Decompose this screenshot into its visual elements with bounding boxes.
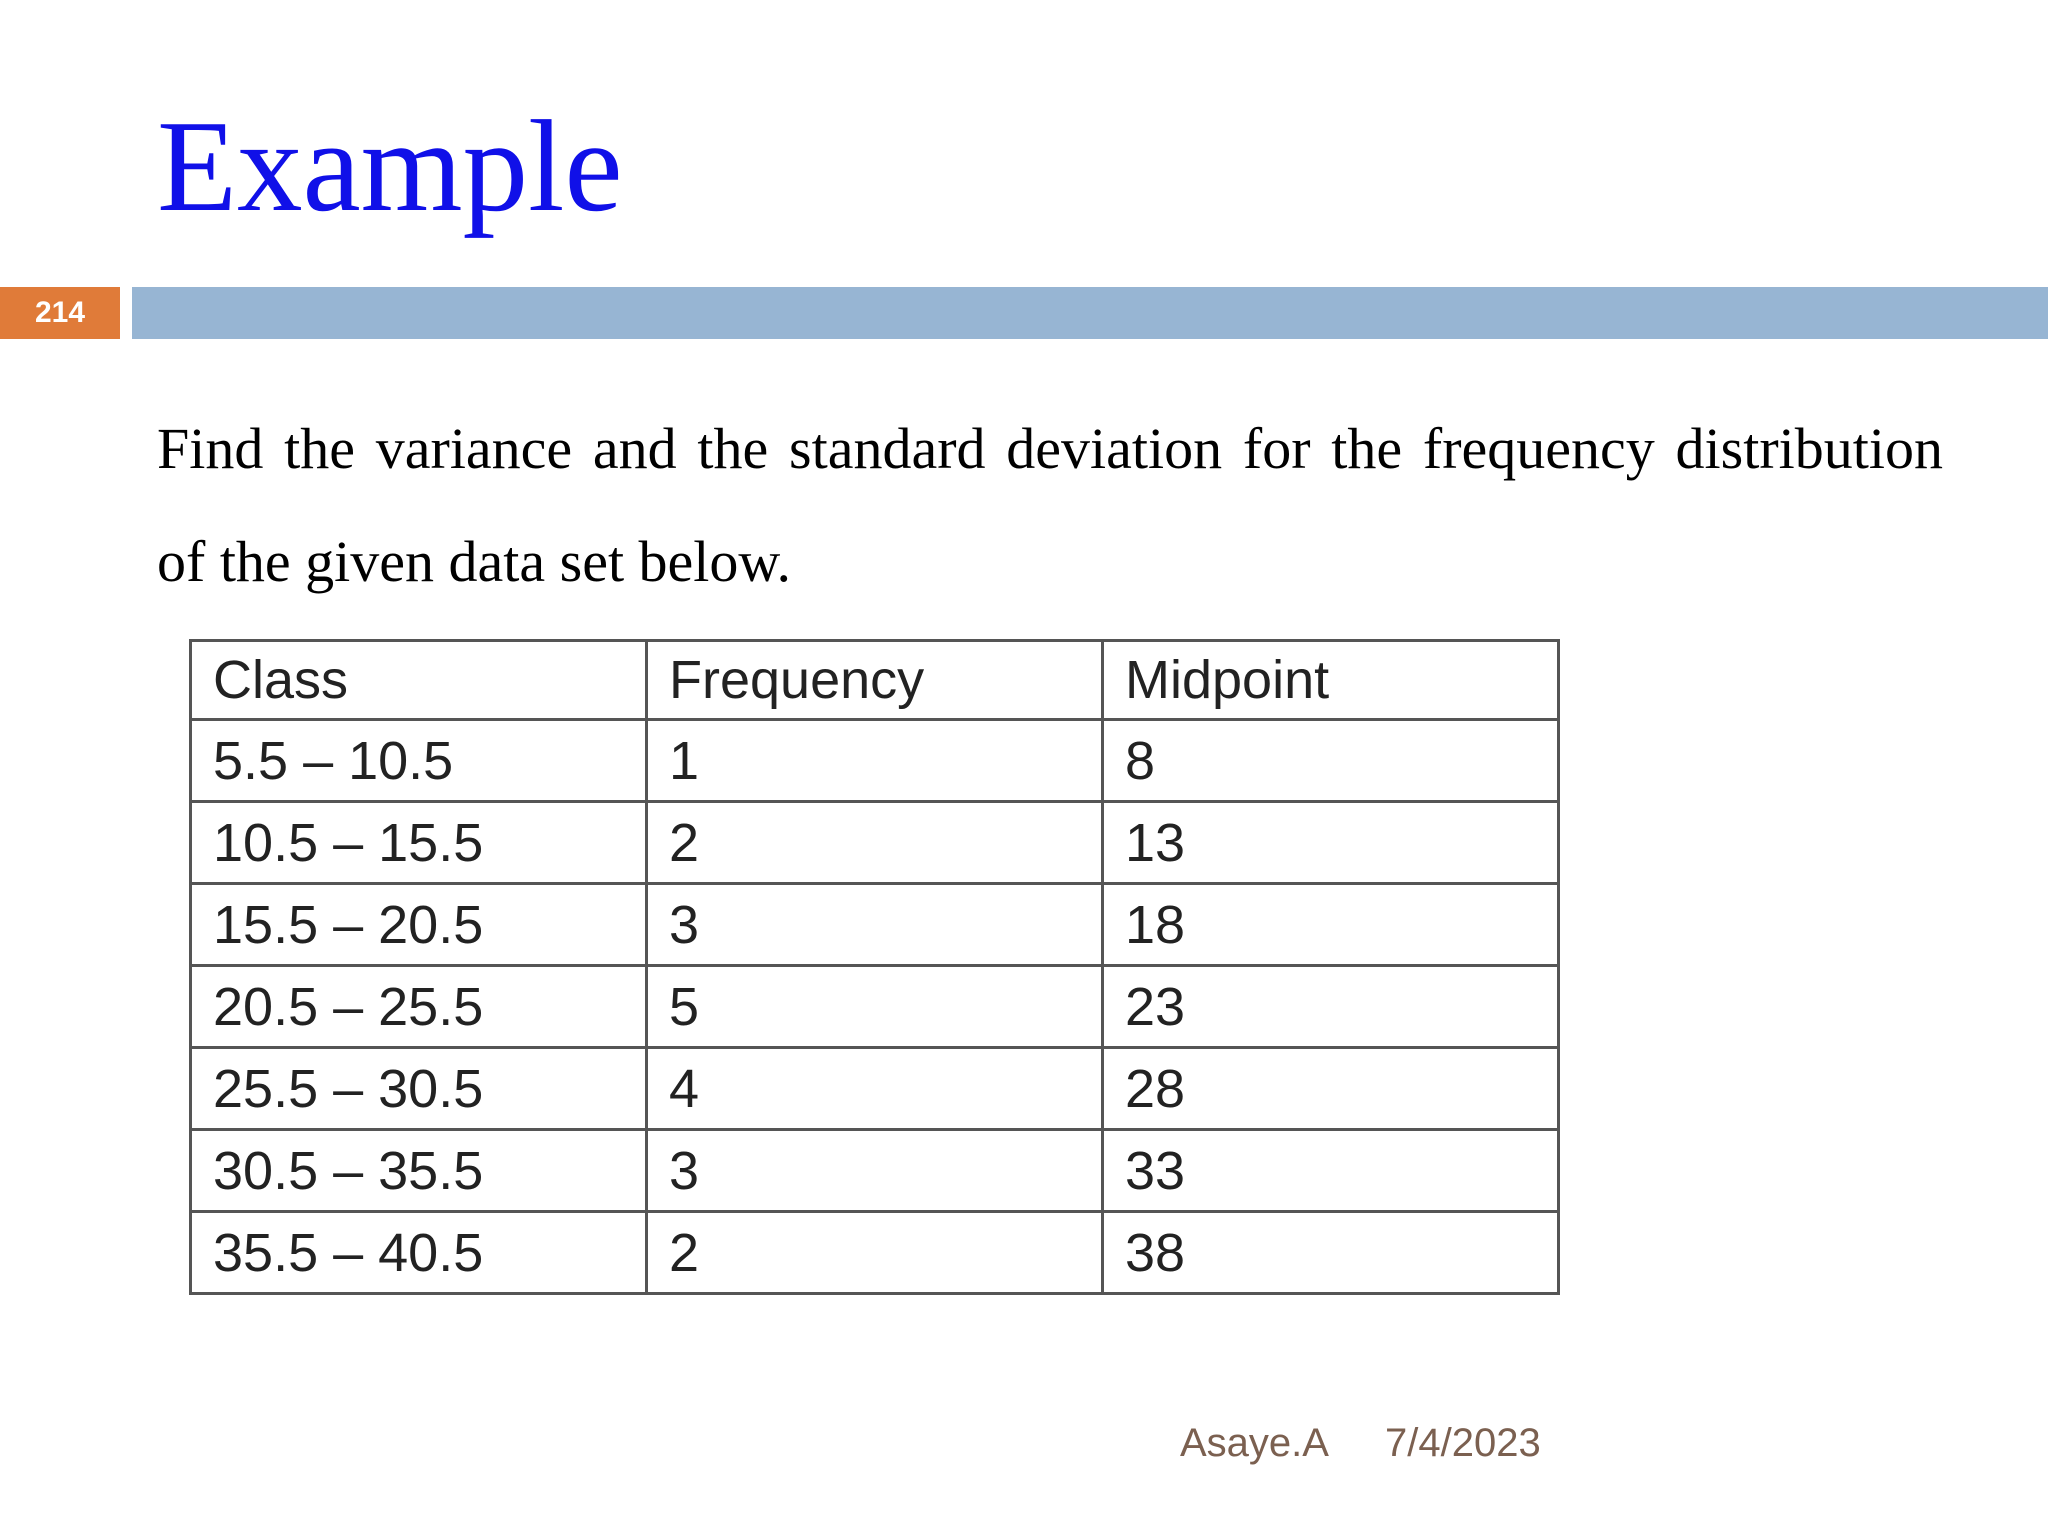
class-cell: 35.5 – 40.5	[191, 1212, 647, 1294]
table-header-row	[191, 641, 1559, 720]
class-cell: 10.5 – 15.5	[191, 802, 647, 884]
class-cell: 20.5 – 25.5	[191, 966, 647, 1048]
footer-date: 7/4/2023	[1385, 1421, 1541, 1465]
column-header-frequency: Frequency	[647, 641, 1103, 720]
frequency-cell: 1	[647, 720, 1103, 802]
frequency-cell: 3	[647, 1130, 1103, 1212]
frequency-cell: 4	[647, 1048, 1103, 1130]
frequency-cell: 3	[647, 884, 1103, 966]
frequency-cell: 2	[647, 1212, 1103, 1294]
slide-title: Example	[157, 94, 623, 239]
midpoint-cell: 8	[1103, 720, 1559, 802]
footer-author: Asaye.A	[1180, 1421, 1329, 1465]
table-row	[191, 720, 1559, 802]
midpoint-cell: 33	[1103, 1130, 1559, 1212]
class-cell: 5.5 – 10.5	[191, 720, 647, 802]
frequency-cell: 5	[647, 966, 1103, 1048]
midpoint-cell: 18	[1103, 884, 1559, 966]
midpoint-cell: 13	[1103, 802, 1559, 884]
class-cell: 30.5 – 35.5	[191, 1130, 647, 1212]
column-header-class: Class	[191, 641, 647, 720]
table-row	[191, 802, 1559, 884]
problem-statement: Find the variance and the standard deviation for the frequency distribution of the given data set below.	[157, 416, 1943, 594]
frequency-distribution-table	[189, 639, 1560, 1295]
frequency-cell: 2	[647, 802, 1103, 884]
class-cell: 25.5 – 30.5	[191, 1048, 647, 1130]
table-row	[191, 1048, 1559, 1130]
midpoint-cell: 28	[1103, 1048, 1559, 1130]
class-cell: 15.5 – 20.5	[191, 884, 647, 966]
title-divider-bar	[132, 287, 2048, 339]
midpoint-cell: 38	[1103, 1212, 1559, 1294]
table-row	[191, 966, 1559, 1048]
slide-number: 214	[0, 287, 120, 339]
table-row	[191, 884, 1559, 966]
column-header-midpoint: Midpoint	[1103, 641, 1559, 720]
midpoint-cell: 23	[1103, 966, 1559, 1048]
table-row	[191, 1212, 1559, 1294]
table-row	[191, 1130, 1559, 1212]
